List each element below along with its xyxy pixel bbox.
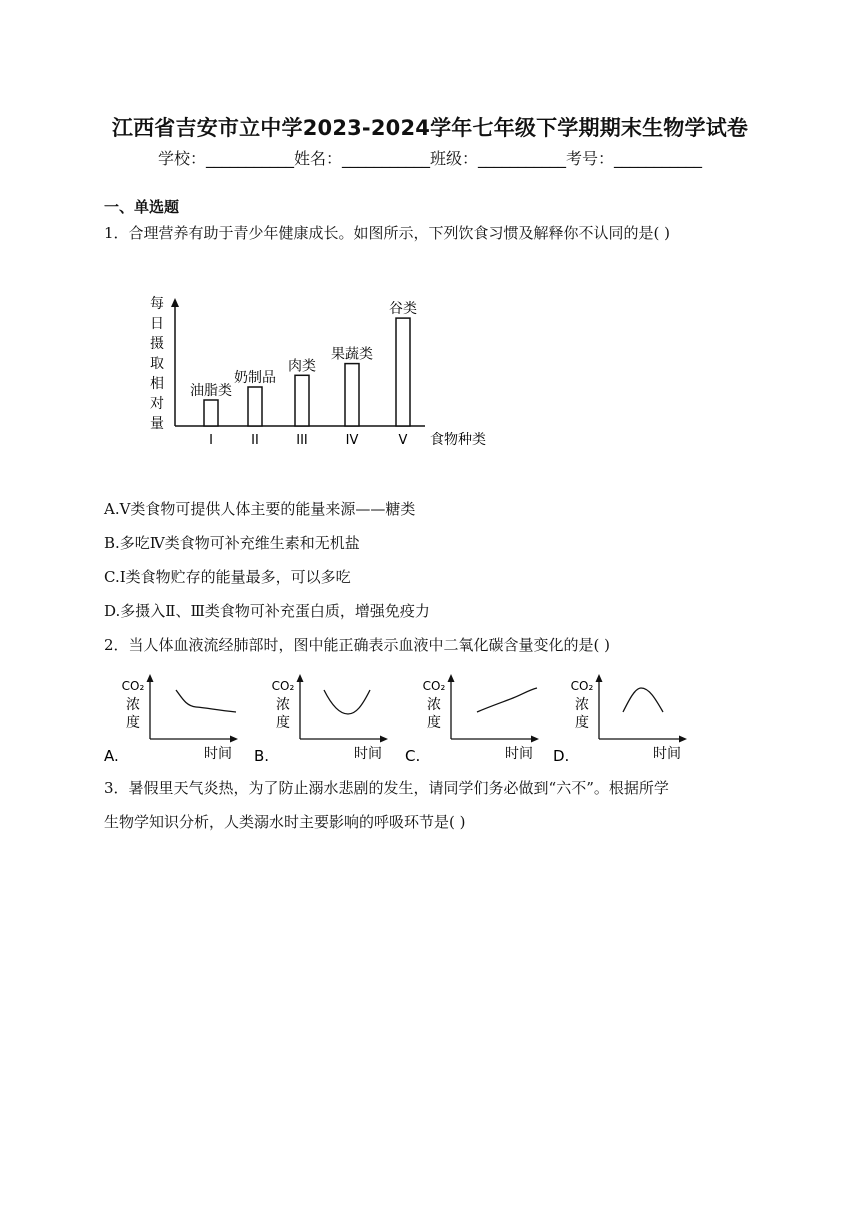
option-letter: C. — [405, 747, 421, 765]
x-axis-arrow — [380, 736, 388, 743]
exam-title: 江西省吉安市立中学2023-2024学年七年级下学期期末生物学试卷 — [111, 116, 749, 140]
y-label-char: 日 — [150, 316, 164, 332]
option-letter: B. — [254, 747, 270, 765]
option-chart-a — [104, 672, 254, 767]
option-chart-b — [254, 672, 404, 767]
y-label-co2: CO₂ — [271, 679, 295, 693]
option-c: C.Ⅰ类食物贮存的能量最多，可以多吃 — [104, 568, 351, 586]
y-label-char: 量 — [150, 416, 164, 432]
bar — [204, 400, 218, 426]
question-number: 2． — [104, 636, 129, 654]
y-axis-arrow — [448, 674, 455, 682]
bar — [345, 364, 359, 426]
y-label-char: 相 — [150, 376, 164, 392]
co2-chart — [553, 672, 703, 767]
x-axis-label: 时间 — [204, 746, 232, 762]
bar-roman-label: V — [398, 433, 408, 448]
y-axis-arrow — [171, 298, 179, 307]
y-label-char: 摄 — [150, 336, 164, 352]
y-label-co2: CO₂ — [570, 679, 594, 693]
y-label-co2: CO₂ — [422, 679, 446, 693]
option-b: B.多吃Ⅳ类食物可补充维生素和无机盐 — [104, 534, 360, 552]
y-label-co2: CO₂ — [121, 679, 145, 693]
y-axis-label — [150, 296, 164, 432]
question-text-line-1: 暑假里天气炎热，为了防止溺水悲剧的发生，请同学们务必做到“六不”。根据所学 — [128, 779, 669, 797]
bar-name-label: 奶制品 — [234, 370, 276, 386]
bar-roman-label: III — [296, 433, 308, 448]
option-a: A.Ⅴ类食物可提供人体主要的能量来源——糖类 — [104, 500, 416, 518]
y-label-char: 度 — [575, 715, 589, 731]
bar-roman-label: II — [251, 433, 259, 448]
bar — [295, 375, 309, 426]
y-label-char: 浓 — [575, 697, 589, 713]
x-axis-label: 食物种类 — [430, 432, 486, 448]
option-letter: D. — [553, 747, 570, 765]
y-label-char: 度 — [126, 715, 140, 731]
bar-name-label: 油脂类 — [190, 383, 232, 399]
y-axis-arrow — [596, 674, 603, 682]
y-axis-arrow — [147, 674, 154, 682]
co2-chart — [405, 672, 555, 767]
trend-curve — [176, 690, 236, 712]
option-chart-c — [405, 672, 555, 767]
x-axis-arrow — [230, 736, 238, 743]
bar-name-label: 谷类 — [389, 301, 417, 318]
bar — [396, 318, 410, 426]
x-axis-label: 时间 — [505, 746, 533, 762]
question-3 — [104, 777, 669, 798]
x-axis-label: 时间 — [653, 746, 681, 762]
x-axis-arrow — [531, 736, 539, 743]
y-label-char: 度 — [276, 715, 290, 731]
question-number: 3． — [104, 779, 129, 797]
student-info-line: 学校：___________姓名：___________班级：___________考号：___________ — [157, 149, 702, 168]
question-1 — [104, 222, 670, 243]
bar-name-label: 肉类 — [288, 358, 316, 375]
y-label-char: 每 — [150, 296, 164, 312]
question-number: 1． — [104, 224, 129, 242]
x-axis-arrow — [679, 736, 687, 743]
option-d: D.多摄入Ⅱ、Ⅲ类食物可补充蛋白质，增强免疫力 — [104, 602, 430, 620]
option-letter: A. — [104, 747, 119, 765]
y-label-char: 度 — [427, 715, 441, 731]
co2-chart — [104, 672, 254, 767]
question-text: 当人体血液流经肺部时，图中能正确表示血液中二氧化碳含量变化的是( ) — [128, 636, 611, 654]
option-chart-d — [553, 672, 703, 767]
y-label-char: 浓 — [276, 697, 290, 713]
bar-roman-label: I — [209, 433, 213, 448]
bar — [248, 387, 262, 426]
food-intake-bar-chart — [140, 290, 510, 460]
section-heading: 一、单选题 — [104, 198, 180, 216]
trend-curve — [623, 688, 663, 712]
y-label-char: 取 — [150, 356, 164, 372]
co2-chart — [254, 672, 404, 767]
y-label-char: 浓 — [126, 697, 140, 713]
question-2 — [104, 634, 610, 655]
trend-curve — [324, 690, 370, 714]
bar-name-label: 果蔬类 — [331, 346, 373, 363]
y-label-char: 浓 — [427, 697, 441, 713]
question-text: 合理营养有助于青少年健康成长。如图所示，下列饮食习惯及解释你不认同的是( ) — [128, 224, 671, 242]
trend-curve — [477, 688, 537, 712]
question-3-line-2: 生物学知识分析，人类溺水时主要影响的呼吸环节是( ) — [104, 813, 466, 831]
x-axis-label: 时间 — [354, 746, 382, 762]
y-axis-arrow — [297, 674, 304, 682]
y-label-char: 对 — [150, 396, 164, 412]
bar-roman-label: IV — [345, 433, 359, 448]
